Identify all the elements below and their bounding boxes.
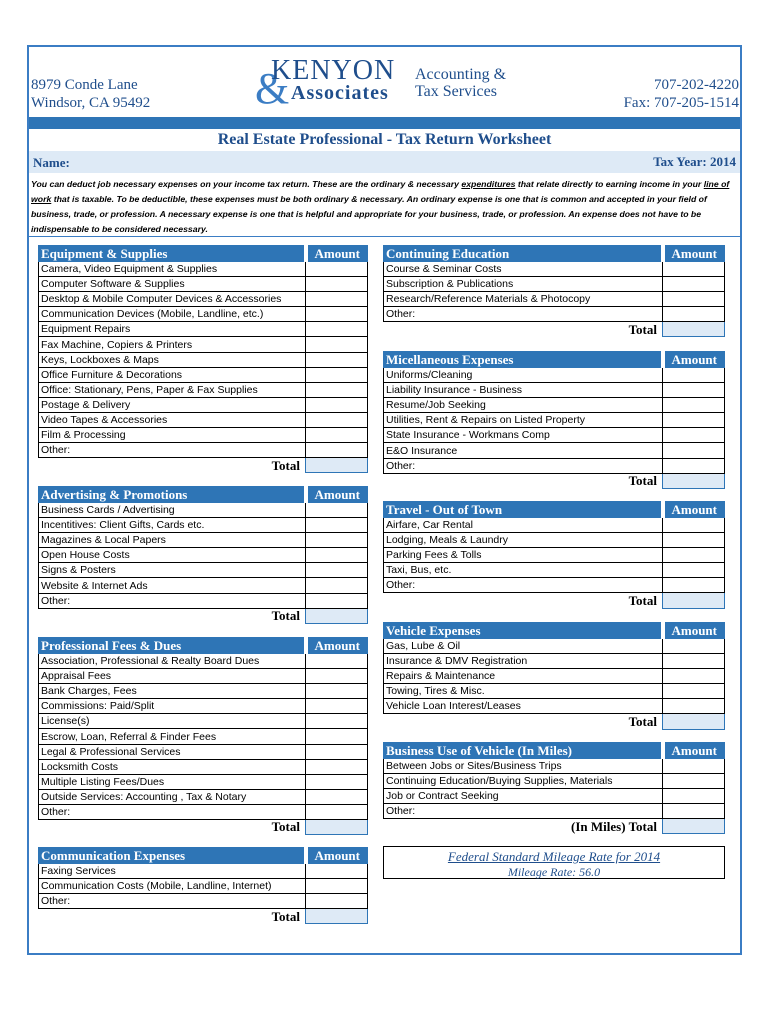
expense-row (384, 262, 725, 277)
logo-ampersand: & (255, 64, 290, 113)
expense-row (39, 382, 368, 397)
expense-label: Video Tapes & Accessories (39, 412, 306, 427)
total-label: Total (628, 592, 657, 608)
amount-input[interactable] (663, 262, 725, 277)
amount-input[interactable] (306, 759, 368, 774)
total-label: Total (271, 607, 300, 623)
expense-label: Outside Services: Accounting , Tax & Notary (39, 789, 306, 804)
amount-input[interactable] (663, 307, 725, 322)
expense-row (39, 352, 368, 367)
expense-row (39, 593, 368, 608)
expense-label: Postage & Delivery (39, 397, 306, 412)
expense-row (384, 804, 725, 819)
amount-input[interactable] (306, 804, 368, 819)
amount-input[interactable] (663, 533, 725, 548)
amount-header: Amount (663, 246, 725, 262)
total-label: Total (628, 321, 657, 337)
total-label: (In Miles) Total (571, 818, 657, 834)
expense-label: Signs & Posters (39, 563, 306, 578)
total-label: Total (271, 908, 300, 924)
expense-label: E&O Insurance (384, 443, 663, 458)
expense-label: Fax Machine, Copiers & Printers (39, 337, 306, 352)
company-address (31, 76, 150, 112)
total-input[interactable] (306, 820, 368, 835)
expense-label: Other: (39, 593, 306, 608)
expense-label: Towing, Tires & Misc. (384, 684, 663, 699)
expense-row (384, 654, 725, 669)
intro-separator (29, 236, 740, 237)
expense-row (39, 412, 368, 427)
amount-header: Amount (663, 743, 725, 759)
amount-input[interactable] (663, 789, 725, 804)
logo-name: KENYON (271, 55, 396, 86)
expense-row (384, 563, 725, 578)
amount-input[interactable] (306, 503, 368, 518)
total-row (384, 322, 725, 337)
mileage-rate: Mileage Rate: 56.0 (507, 865, 601, 879)
amount-input[interactable] (663, 759, 725, 774)
total-row (384, 593, 725, 608)
name-label: Name: (33, 155, 70, 170)
expense-row (384, 428, 725, 443)
expense-row (39, 533, 368, 548)
section-title: Communication Expenses (39, 848, 306, 864)
amount-header: Amount (306, 848, 368, 864)
expense-row (384, 759, 725, 774)
amount-input[interactable] (306, 714, 368, 729)
expense-label: Course & Seminar Costs (384, 262, 663, 277)
section-header (384, 743, 725, 759)
section-title: Vehicle Expenses (384, 623, 663, 639)
amount-input[interactable] (663, 458, 725, 473)
amount-input[interactable] (306, 337, 368, 352)
tax-year: Tax Year: 2014 (653, 154, 736, 169)
expense-row (384, 398, 725, 413)
expense-row (39, 578, 368, 593)
total-row (384, 473, 725, 488)
amount-input[interactable] (663, 518, 725, 533)
amount-header: Amount (663, 623, 725, 639)
expense-label: Other: (384, 307, 663, 322)
amount-input[interactable] (306, 443, 368, 458)
expense-row (39, 729, 368, 744)
expense-row (39, 277, 368, 292)
expense-label: Camera, Video Equipment & Supplies (39, 262, 306, 277)
amount-input[interactable] (663, 699, 725, 714)
amount-input[interactable] (306, 578, 368, 593)
amount-input[interactable] (663, 639, 725, 654)
intro-underline-1: expenditures (461, 179, 516, 189)
expense-row (384, 413, 725, 428)
expense-row (384, 639, 725, 654)
expense-row (39, 428, 368, 443)
amount-input[interactable] (306, 382, 368, 397)
expense-row (39, 714, 368, 729)
expense-label: Other: (39, 443, 306, 458)
amount-header: Amount (306, 246, 368, 262)
amount-input[interactable] (306, 277, 368, 292)
section-title: Business Use of Vehicle (In Miles) (384, 743, 663, 759)
expense-label: Repairs & Maintenance (384, 669, 663, 684)
expense-label: Gas, Lube & Oil (384, 639, 663, 654)
company-contact (624, 76, 739, 112)
amount-input[interactable] (663, 277, 725, 292)
expense-label: Equipment Repairs (39, 322, 306, 337)
amount-input[interactable] (306, 879, 368, 894)
amount-input[interactable] (306, 774, 368, 789)
expense-row (384, 458, 725, 473)
expense-label: Escrow, Loan, Referral & Finder Fees (39, 729, 306, 744)
amount-input[interactable] (306, 307, 368, 322)
expense-row (39, 654, 368, 669)
section-communication (38, 847, 368, 924)
amount-input[interactable] (663, 428, 725, 443)
intro-paragraph (31, 177, 736, 237)
amount-input[interactable] (306, 518, 368, 533)
logo-associates: Associates (291, 82, 389, 104)
expense-label: Bank Charges, Fees (39, 684, 306, 699)
expense-label: Liability Insurance - Business (384, 383, 663, 398)
expense-row (39, 397, 368, 412)
total-input[interactable] (663, 819, 725, 834)
amount-input[interactable] (306, 367, 368, 382)
amount-input[interactable] (306, 669, 368, 684)
header-band (29, 117, 740, 129)
amount-input[interactable] (663, 804, 725, 819)
address-line-2: Windsor, CA 95492 (31, 95, 151, 111)
expense-label: Commissions: Paid/Split (39, 699, 306, 714)
total-input[interactable] (663, 322, 725, 337)
expense-row (384, 277, 725, 292)
amount-input[interactable] (663, 548, 725, 563)
amount-input[interactable] (306, 729, 368, 744)
expense-row (39, 443, 368, 458)
amount-input[interactable] (306, 292, 368, 307)
expense-row (384, 789, 725, 804)
expense-row (39, 503, 368, 518)
section-title: Travel - Out of Town (384, 502, 663, 518)
total-row (39, 909, 368, 924)
amount-input[interactable] (306, 262, 368, 277)
intro-text-2: that relate directly to earning income in your (515, 179, 704, 189)
expense-label: Faxing Services (39, 864, 306, 879)
expense-row (39, 699, 368, 714)
expense-label: Parking Fees & Tolls (384, 548, 663, 563)
amount-input[interactable] (306, 412, 368, 427)
expense-row (39, 684, 368, 699)
total-row (384, 714, 725, 729)
total-row (384, 819, 725, 834)
total-input[interactable] (306, 608, 368, 623)
amount-input[interactable] (663, 669, 725, 684)
expense-row (39, 262, 368, 277)
expense-label: Keys, Lockboxes & Maps (39, 352, 306, 367)
expense-label: Taxi, Bus, etc. (384, 563, 663, 578)
expense-label: Vehicle Loan Interest/Leases (384, 699, 663, 714)
name-row (29, 151, 740, 173)
amount-header: Amount (663, 352, 725, 368)
total-row (39, 458, 368, 473)
expense-label: Lodging, Meals & Laundry (384, 533, 663, 548)
expense-row (39, 669, 368, 684)
amount-input[interactable] (663, 368, 725, 383)
expense-label: Other: (384, 458, 663, 473)
expense-label: Communication Devices (Mobile, Landline, etc.) (39, 307, 306, 322)
expense-label: Desktop & Mobile Computer Devices & Accessories (39, 292, 306, 307)
expense-row (384, 548, 725, 563)
total-label: Total (271, 457, 300, 473)
amount-input[interactable] (663, 578, 725, 593)
total-input[interactable] (663, 714, 725, 729)
expense-label: Office: Stationary, Pens, Paper & Fax Supplies (39, 382, 306, 397)
expense-label: Uniforms/Cleaning (384, 368, 663, 383)
total-label: Total (628, 472, 657, 488)
section-misc (383, 351, 725, 489)
expense-row (39, 759, 368, 774)
expense-row (384, 774, 725, 789)
expense-label: Other: (39, 894, 306, 909)
amount-header: Amount (306, 638, 368, 654)
expense-label: Continuing Education/Buying Supplies, Materials (384, 774, 663, 789)
section-miles (383, 742, 725, 834)
section-header (39, 638, 368, 654)
amount-input[interactable] (306, 744, 368, 759)
logo-accounting: Accounting & (415, 66, 507, 83)
expense-label: Computer Software & Supplies (39, 277, 306, 292)
section-header (39, 848, 368, 864)
expense-label: Other: (39, 804, 306, 819)
section-vehicle (383, 622, 725, 730)
mileage-title: Federal Standard Mileage Rate for 2014 (447, 849, 661, 864)
amount-input[interactable] (663, 292, 725, 307)
expense-row (39, 563, 368, 578)
amount-input[interactable] (306, 864, 368, 879)
expense-label: Association, Professional & Realty Board Dues (39, 654, 306, 669)
expense-label: Film & Processing (39, 428, 306, 443)
amount-input[interactable] (663, 443, 725, 458)
section-title: Professional Fees & Dues (39, 638, 306, 654)
expense-label: Subscription & Publications (384, 277, 663, 292)
expense-label: Appraisal Fees (39, 669, 306, 684)
amount-input[interactable] (663, 383, 725, 398)
expense-label: Other: (384, 578, 663, 593)
expense-row (384, 578, 725, 593)
expense-row (39, 322, 368, 337)
section-title: Continuing Education (384, 246, 663, 262)
expense-row (384, 443, 725, 458)
section-travel (383, 501, 725, 609)
expense-label: License(s) (39, 714, 306, 729)
expense-label: Open House Costs (39, 548, 306, 563)
phone-number: 707-202-4220 (654, 77, 739, 93)
amount-input[interactable] (663, 413, 725, 428)
expense-label: State Insurance - Workmans Comp (384, 428, 663, 443)
expense-label: Resume/Job Seeking (384, 398, 663, 413)
expense-label: Utilities, Rent & Repairs on Listed Property (384, 413, 663, 428)
section-header (39, 487, 368, 503)
expense-row (39, 367, 368, 382)
amount-input[interactable] (306, 533, 368, 548)
expense-label: Job or Contract Seeking (384, 789, 663, 804)
mileage-rate-box (383, 846, 725, 879)
section-header (384, 502, 725, 518)
expense-label: Website & Internet Ads (39, 578, 306, 593)
expense-row (384, 533, 725, 548)
expense-row (384, 518, 725, 533)
section-title: Advertising & Promotions (39, 487, 306, 503)
logo-tagline (415, 66, 506, 100)
address-line-1: 8979 Conde Lane (31, 77, 138, 93)
expense-row (39, 292, 368, 307)
amount-input[interactable] (306, 789, 368, 804)
expense-row (39, 774, 368, 789)
amount-input[interactable] (306, 322, 368, 337)
amount-input[interactable] (663, 684, 725, 699)
amount-input[interactable] (306, 894, 368, 909)
amount-input[interactable] (306, 563, 368, 578)
amount-input[interactable] (663, 774, 725, 789)
total-row (39, 608, 368, 623)
expense-row (39, 804, 368, 819)
expense-label: Locksmith Costs (39, 759, 306, 774)
expense-label: Between Jobs or Sites/Business Trips (384, 759, 663, 774)
amount-input[interactable] (663, 654, 725, 669)
total-label: Total (628, 713, 657, 729)
expense-label: Research/Reference Materials & Photocopy (384, 292, 663, 307)
amount-input[interactable] (306, 397, 368, 412)
expense-label: Other: (384, 804, 663, 819)
expense-label: Magazines & Local Papers (39, 533, 306, 548)
total-input[interactable] (663, 473, 725, 488)
amount-input[interactable] (663, 563, 725, 578)
fax-number: Fax: 707-205-1514 (623, 95, 739, 111)
section-header (384, 352, 725, 368)
total-input[interactable] (306, 909, 368, 924)
expense-row (39, 307, 368, 322)
amount-input[interactable] (306, 684, 368, 699)
company-logo (255, 55, 515, 113)
logo-tax-services: Tax Services (415, 83, 497, 100)
expense-row (39, 879, 368, 894)
expense-row (39, 548, 368, 563)
expense-row (39, 518, 368, 533)
expense-row (384, 684, 725, 699)
expense-label: Multiple Listing Fees/Dues (39, 774, 306, 789)
section-education (383, 245, 725, 337)
expense-row (384, 699, 725, 714)
section-title: Equipment & Supplies (39, 246, 306, 262)
section-title: Micellaneous Expenses (384, 352, 663, 368)
expense-label: Business Cards / Advertising (39, 503, 306, 518)
expense-row (39, 744, 368, 759)
expense-label: Communication Costs (Mobile, Landline, Internet) (39, 879, 306, 894)
expense-row (39, 864, 368, 879)
amount-input[interactable] (306, 699, 368, 714)
amount-input[interactable] (306, 593, 368, 608)
expense-row (39, 337, 368, 352)
section-header (384, 623, 725, 639)
expense-label: Airfare, Car Rental (384, 518, 663, 533)
amount-input[interactable] (306, 352, 368, 367)
amount-input[interactable] (663, 398, 725, 413)
intro-text-3: that is taxable. To be deductible, these expenses must be both ordinary & necessary. An ordinary expense is one that is common and accepted in your field of business, trade, or profession. A necessary expense is one that is helpful and appropriate for your business, trade, or profession. An expense does not have to be indispensable to be considered necessary. (31, 194, 707, 234)
expense-label: Incentitives: Client Gifts, Cards etc. (39, 518, 306, 533)
amount-header: Amount (306, 487, 368, 503)
expense-row (384, 669, 725, 684)
amount-header: Amount (663, 502, 725, 518)
total-label: Total (271, 819, 300, 835)
section-professional (38, 637, 368, 835)
total-input[interactable] (306, 458, 368, 473)
expense-label: Office Furniture & Decorations (39, 367, 306, 382)
section-header (384, 246, 725, 262)
section-advertising (38, 486, 368, 624)
expense-row (384, 292, 725, 307)
expense-row (39, 894, 368, 909)
page-title: Real Estate Professional - Tax Return Worksheet (217, 131, 552, 148)
expense-row (384, 307, 725, 322)
expense-row (384, 368, 725, 383)
amount-input[interactable] (306, 548, 368, 563)
intro-text-1: You can deduct job necessary expenses on your income tax return. These are the ordinary & necessary (31, 179, 462, 189)
amount-input[interactable] (306, 428, 368, 443)
expense-label: Legal & Professional Services (39, 744, 306, 759)
total-input[interactable] (663, 593, 725, 608)
amount-input[interactable] (306, 654, 368, 669)
expense-label: Insurance & DMV Registration (384, 654, 663, 669)
total-row (39, 820, 368, 835)
expense-row (384, 383, 725, 398)
intro-underline-2: line of work (31, 179, 730, 204)
section-equipment (38, 245, 368, 473)
expense-row (39, 789, 368, 804)
section-header (39, 246, 368, 262)
